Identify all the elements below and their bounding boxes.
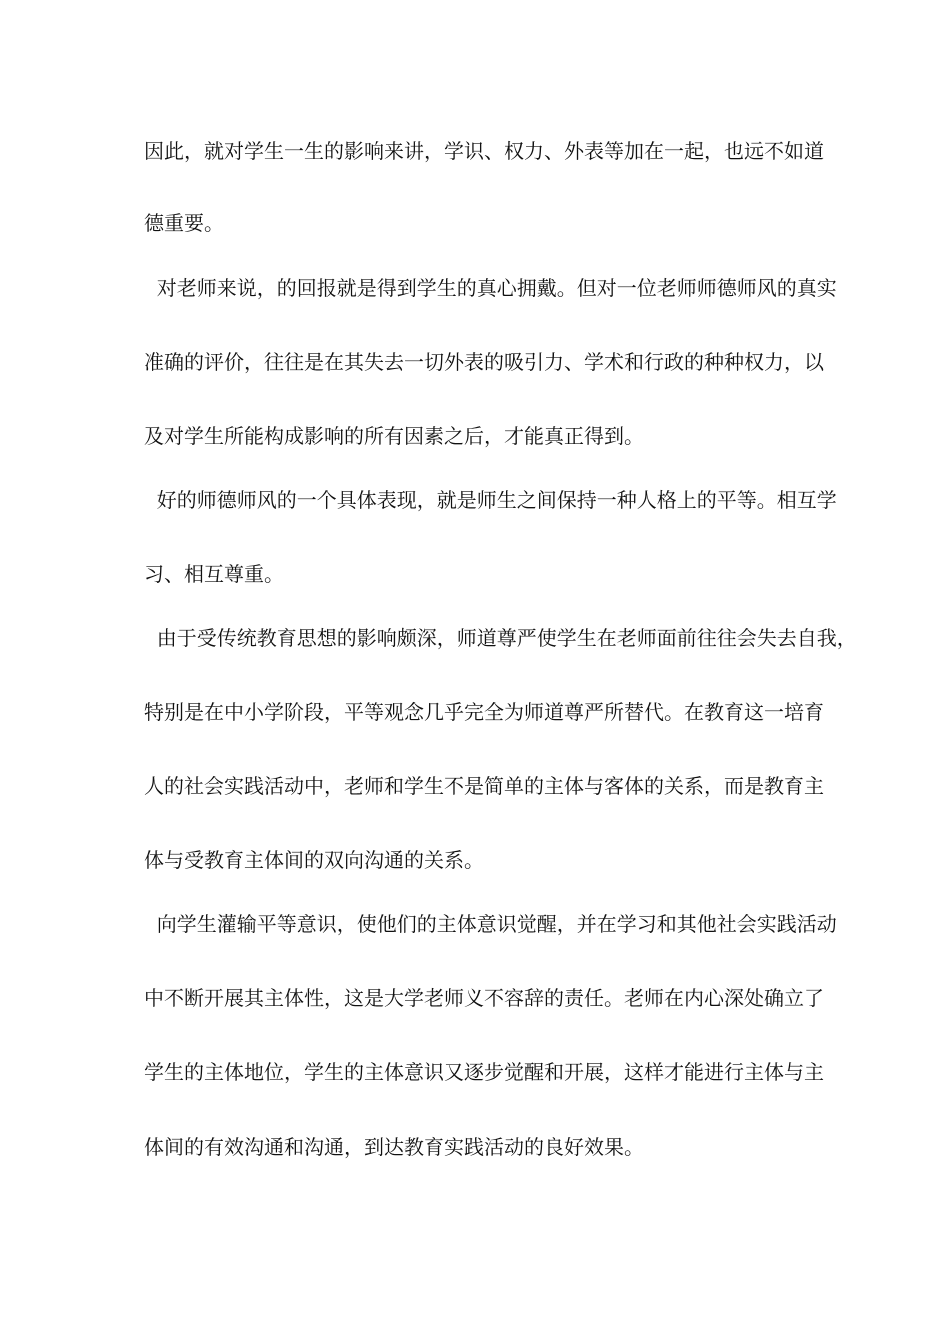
text-line: 因此，就对学生一生的影响来讲，学识、权力、外表等加在一起，也远不如道 (144, 139, 824, 163)
text-line: 人的社会实践活动中，老师和学生不是简单的主体与客体的关系，而是教育主 (144, 774, 824, 798)
paragraph-start-line: 由于受传统教育思想的影响颇深，师道尊严使学生在老师面前往往会失去自我， (144, 626, 857, 650)
text-line: 体与受教育主体间的双向沟通的关系。 (144, 848, 484, 872)
text-line: 特别是在中小学阶段，平等观念几乎完全为师道尊严所替代。在教育这一培育 (144, 700, 824, 724)
text-line: 准确的评价，往往是在其失去一切外表的吸引力、学术和行政的种种权力，以 (144, 350, 824, 374)
paragraph-start-line: 向学生灌输平等意识，使他们的主体意识觉醒，并在学习和其他社会实践活动 (144, 912, 837, 936)
text-line: 德重要。 (144, 211, 224, 235)
text-line: 中不断开展其主体性，这是大学老师义不容辞的责任。老师在内心深处确立了 (144, 986, 824, 1010)
paragraph-start-line: 好的师德师风的一个具体表现，就是师生之间保持一种人格上的平等。相互学 (144, 488, 837, 512)
text-line: 及对学生所能构成影响的所有因素之后，才能真正得到。 (144, 424, 644, 448)
text-line: 学生的主体地位，学生的主体意识又逐步觉醒和开展，这样才能进行主体与主 (144, 1060, 824, 1084)
text-line: 体间的有效沟通和沟通，到达教育实践活动的良好效果。 (144, 1135, 644, 1159)
text-line: 习、相互尊重。 (144, 562, 284, 586)
paragraph-start-line: 对老师来说，的回报就是得到学生的真心拥戴。但对一位老师师德师风的真实 (144, 276, 837, 300)
